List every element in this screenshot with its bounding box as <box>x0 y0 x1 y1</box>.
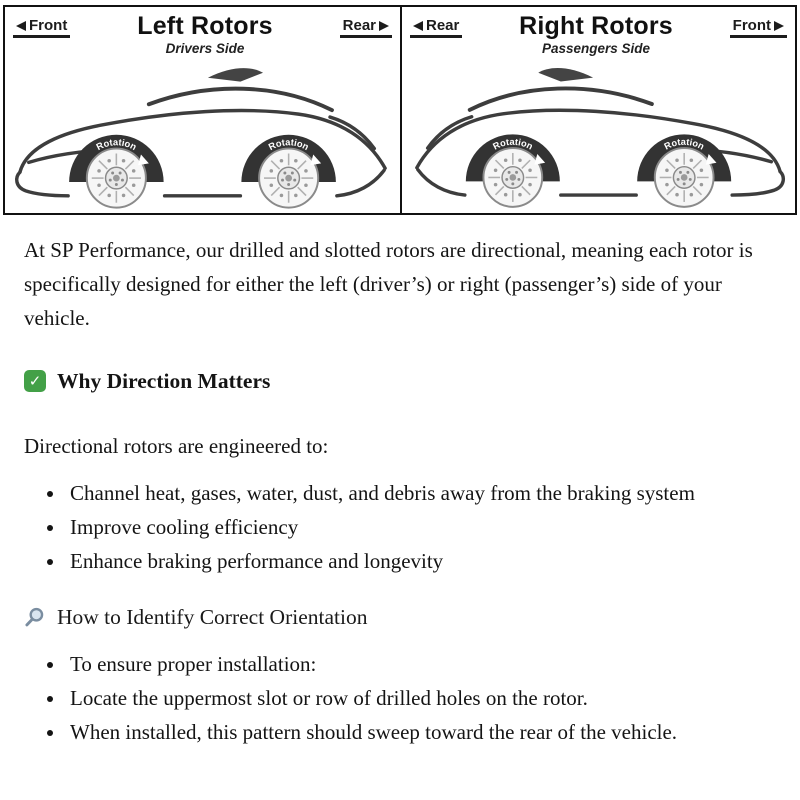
rear-direction-label: Rear <box>410 17 462 38</box>
left-rotors-panel <box>5 7 400 213</box>
list-item: • Channel heat, gases, water, dust, and debris away from the braking system <box>66 476 770 510</box>
panel-title: Left Rotors <box>137 12 273 40</box>
panel-title: Right Rotors <box>519 12 673 40</box>
list-item: • Locate the uppermost slot or row of drilled holes on the rotor. <box>66 681 770 715</box>
list-item: • Enhance braking performance and longevity <box>66 544 770 578</box>
front-rotor <box>466 134 560 206</box>
left-panel-header <box>13 14 392 56</box>
car-illustration-left <box>13 58 392 212</box>
right-panel-header <box>410 14 787 56</box>
rear-rotor <box>637 134 731 206</box>
front-direction-label: Front <box>13 17 70 38</box>
arrow-right-icon <box>379 21 389 31</box>
arrow-right-icon <box>774 21 784 31</box>
arrow-left-icon <box>413 21 423 31</box>
rotor-direction-diagram <box>3 5 797 215</box>
section-heading-why-direction-matters <box>24 364 776 398</box>
front-rotor <box>69 134 164 207</box>
car-illustration-right <box>410 58 787 211</box>
check-icon: ✓ <box>24 370 46 392</box>
intro-paragraph: At SP Performance, our drilled and slotted rotors are directional, meaning each rotor is specifically designed for either the left (driver’s) or right (passenger’s) side of your vehicle. <box>24 238 753 331</box>
why-lead-text: Directional rotors are engineered to: <box>24 434 329 459</box>
list-item: • When installed, this pattern should sweep toward the rear of the vehicle. <box>66 715 770 749</box>
rear-rotor <box>241 134 336 207</box>
list-item: • To ensure proper installation: <box>66 647 770 681</box>
article-body <box>0 233 800 779</box>
panel-subtitle: Passengers Side <box>541 40 651 56</box>
heading-text: Why Direction Matters <box>57 369 271 394</box>
panel-subtitle: Drivers Side <box>165 40 245 56</box>
magnifier-icon <box>24 606 46 628</box>
arrow-left-icon <box>16 21 26 31</box>
section-heading-identify-orientation <box>24 600 776 634</box>
right-rotors-panel <box>400 7 795 213</box>
identify-bullet-list <box>24 647 776 749</box>
list-item: • Improve cooling efficiency <box>66 510 770 544</box>
front-direction-label: Front <box>730 17 787 38</box>
rear-direction-label: Rear <box>340 17 392 38</box>
why-bullet-list <box>24 476 776 578</box>
heading-text: How to Identify Correct Orientation <box>57 605 368 630</box>
